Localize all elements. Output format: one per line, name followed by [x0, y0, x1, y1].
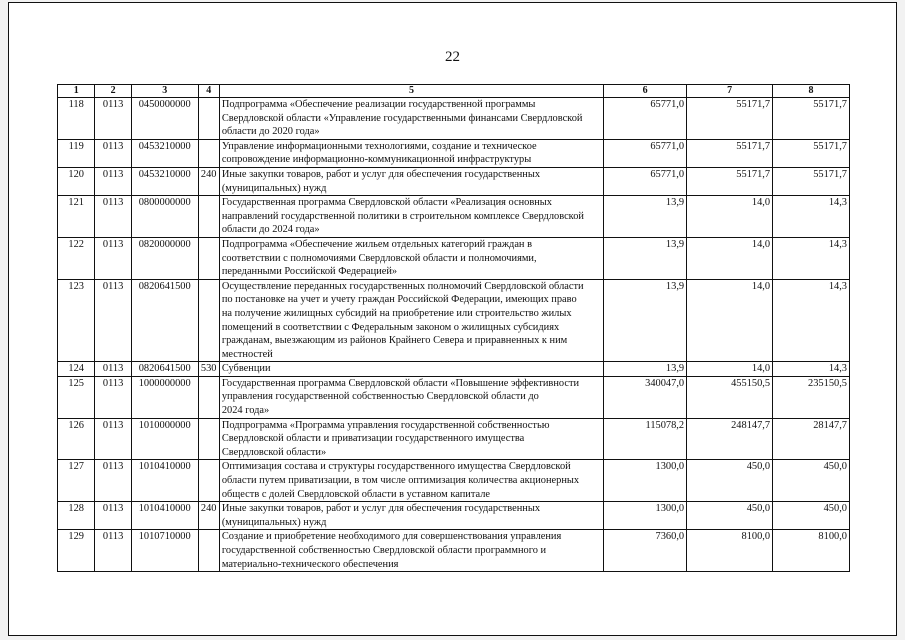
expense-type-cell [198, 279, 219, 362]
row-number-cell: 123 [58, 279, 95, 362]
table-header-row [58, 85, 850, 98]
target-article-cell: 0820641500 [131, 279, 198, 362]
expense-type-cell [198, 460, 219, 502]
amount-cell-6: 13,9 [604, 196, 687, 238]
amount-cell-7: 450,0 [687, 460, 773, 502]
description-cell: Иные закупки товаров, работ и услуг для обеспечения государственных (муниципальных) нужд [219, 502, 603, 530]
description-cell: Подпрограмма «Обеспечение жильем отдельных категорий граждан в соответствии с полномочиями Свердловской области и полномочиями, переданными Российской Федерацией» [219, 237, 603, 279]
section-code-cell: 0113 [95, 502, 131, 530]
amount-cell-7: 248147,7 [687, 418, 773, 460]
section-code-cell: 0113 [95, 376, 131, 418]
target-article-cell: 0800000000 [131, 196, 198, 238]
table-row [58, 530, 850, 572]
section-code-cell: 0113 [95, 237, 131, 279]
column-header: 5 [219, 85, 603, 98]
expense-type-cell [198, 237, 219, 279]
expense-type-cell [198, 418, 219, 460]
amount-cell-7: 14,0 [687, 279, 773, 362]
amount-cell-8: 55171,7 [773, 167, 850, 195]
table-row [58, 196, 850, 238]
column-header: 1 [58, 85, 95, 98]
description-cell: Иные закупки товаров, работ и услуг для обеспечения государственных (муниципальных) нужд [219, 167, 603, 195]
description-cell: Осуществление переданных государственных полномочий Свердловской области по постановке на учет и учету граждан Российской Федерации, имеющих право на получение жилищных субсидий на приобретение или строительство жилых помещений в соответствии с Федеральным законом о жилищных субсидиях гражданам, выезжающим из районов Крайнего Севера и приравненных к ним местностей [219, 279, 603, 362]
expense-type-cell [198, 376, 219, 418]
expense-type-cell: 530 [198, 362, 219, 377]
row-number-cell: 124 [58, 362, 95, 377]
column-header: 8 [773, 85, 850, 98]
amount-cell-7: 8100,0 [687, 530, 773, 572]
table-row [58, 362, 850, 377]
target-article-cell: 0453210000 [131, 167, 198, 195]
expense-type-cell: 240 [198, 502, 219, 530]
description-cell: Подпрограмма «Программа управления государственной собственностью Свердловской области и приватизации государственного имущества Свердловской области» [219, 418, 603, 460]
table-row [58, 502, 850, 530]
row-number-cell: 122 [58, 237, 95, 279]
target-article-cell: 1010710000 [131, 530, 198, 572]
page-number: 22 [445, 49, 460, 65]
section-code-cell: 0113 [95, 530, 131, 572]
row-number-cell: 126 [58, 418, 95, 460]
amount-cell-8: 14,3 [773, 196, 850, 238]
document-page [8, 2, 897, 636]
description-cell: Субвенции [219, 362, 603, 377]
amount-cell-6: 115078,2 [604, 418, 687, 460]
description-cell: Подпрограмма «Обеспечение реализации государственной программы Свердловской области «Управление государственными финансами Свердловской области до 2020 года» [219, 98, 603, 140]
amount-cell-8: 28147,7 [773, 418, 850, 460]
row-number-cell: 129 [58, 530, 95, 572]
amount-cell-7: 55171,7 [687, 139, 773, 167]
table-row [58, 460, 850, 502]
description-cell: Государственная программа Свердловской области «Реализация основных направлений государственной политики в строительном комплексе Свердловской области до 2024 года» [219, 196, 603, 238]
row-number-cell: 120 [58, 167, 95, 195]
section-code-cell: 0113 [95, 196, 131, 238]
target-article-cell: 0450000000 [131, 98, 198, 140]
amount-cell-7: 55171,7 [687, 167, 773, 195]
amount-cell-7: 450,0 [687, 502, 773, 530]
amount-cell-6: 65771,0 [604, 98, 687, 140]
description-cell: Оптимизация состава и структуры государственного имущества Свердловской области путем приватизации, в том числе оптимизация количества акционерных обществ с долей Свердловской области в уставном капитале [219, 460, 603, 502]
row-number-cell: 125 [58, 376, 95, 418]
description-cell: Государственная программа Свердловской области «Повышение эффективности управления государственной собственностью Свердловской области до 2024 года» [219, 376, 603, 418]
amount-cell-6: 13,9 [604, 279, 687, 362]
section-code-cell: 0113 [95, 362, 131, 377]
amount-cell-8: 55171,7 [773, 98, 850, 140]
section-code-cell: 0113 [95, 279, 131, 362]
amount-cell-6: 65771,0 [604, 139, 687, 167]
amount-cell-8: 450,0 [773, 502, 850, 530]
expense-type-cell: 240 [198, 167, 219, 195]
target-article-cell: 1010410000 [131, 460, 198, 502]
amount-cell-6: 65771,0 [604, 167, 687, 195]
row-number-cell: 127 [58, 460, 95, 502]
target-article-cell: 0820000000 [131, 237, 198, 279]
column-header: 2 [95, 85, 131, 98]
amount-cell-6: 13,9 [604, 362, 687, 377]
column-header: 6 [604, 85, 687, 98]
amount-cell-6: 1300,0 [604, 502, 687, 530]
expense-type-cell [198, 98, 219, 140]
amount-cell-6: 13,9 [604, 237, 687, 279]
target-article-cell: 0453210000 [131, 139, 198, 167]
table-row [58, 279, 850, 362]
description-cell: Создание и приобретение необходимого для совершенствования управления государственной собственностью Свердловской области программного и материально-технического обеспечения [219, 530, 603, 572]
expense-type-cell [198, 530, 219, 572]
section-code-cell: 0113 [95, 98, 131, 140]
amount-cell-7: 14,0 [687, 237, 773, 279]
table-body [58, 98, 850, 572]
table-row [58, 167, 850, 195]
row-number-cell: 121 [58, 196, 95, 238]
amount-cell-8: 55171,7 [773, 139, 850, 167]
section-code-cell: 0113 [95, 460, 131, 502]
description-cell: Управление информационными технологиями, создание и техническое сопровождение информационно-коммуникационной инфраструктуры [219, 139, 603, 167]
amount-cell-8: 235150,5 [773, 376, 850, 418]
amount-cell-7: 14,0 [687, 196, 773, 238]
amount-cell-7: 55171,7 [687, 98, 773, 140]
amount-cell-7: 455150,5 [687, 376, 773, 418]
row-number-cell: 119 [58, 139, 95, 167]
section-code-cell: 0113 [95, 167, 131, 195]
amount-cell-6: 7360,0 [604, 530, 687, 572]
section-code-cell: 0113 [95, 418, 131, 460]
row-number-cell: 128 [58, 502, 95, 530]
amount-cell-6: 340047,0 [604, 376, 687, 418]
expense-type-cell [198, 196, 219, 238]
amount-cell-8: 450,0 [773, 460, 850, 502]
budget-table [57, 84, 850, 572]
table-row [58, 376, 850, 418]
section-code-cell: 0113 [95, 139, 131, 167]
target-article-cell: 1010410000 [131, 502, 198, 530]
amount-cell-8: 14,3 [773, 237, 850, 279]
expense-type-cell [198, 139, 219, 167]
row-number-cell: 118 [58, 98, 95, 140]
amount-cell-8: 14,3 [773, 279, 850, 362]
table-row [58, 237, 850, 279]
target-article-cell: 1000000000 [131, 376, 198, 418]
table-row [58, 98, 850, 140]
amount-cell-8: 8100,0 [773, 530, 850, 572]
column-header: 4 [198, 85, 219, 98]
amount-cell-7: 14,0 [687, 362, 773, 377]
amount-cell-6: 1300,0 [604, 460, 687, 502]
column-header: 3 [131, 85, 198, 98]
column-header: 7 [687, 85, 773, 98]
table-row [58, 418, 850, 460]
target-article-cell: 1010000000 [131, 418, 198, 460]
target-article-cell: 0820641500 [131, 362, 198, 377]
table-row [58, 139, 850, 167]
amount-cell-8: 14,3 [773, 362, 850, 377]
